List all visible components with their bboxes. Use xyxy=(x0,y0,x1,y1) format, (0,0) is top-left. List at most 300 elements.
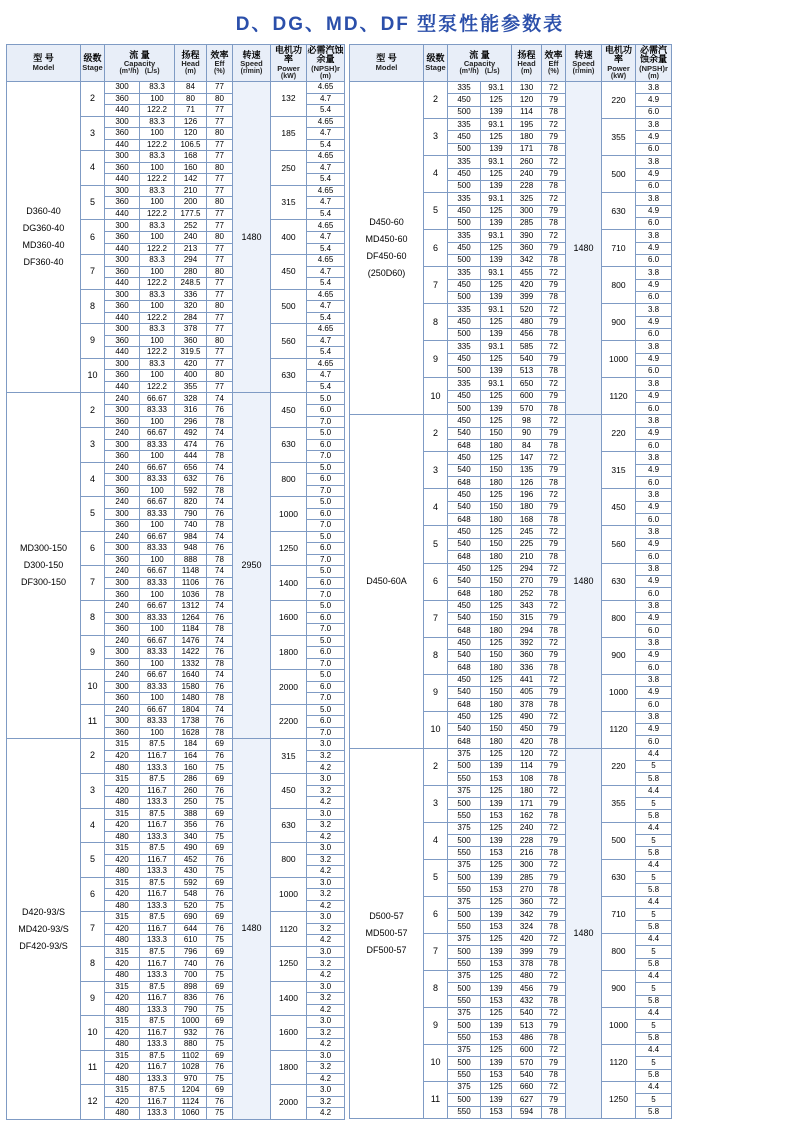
capacity-m3h-cell: 335 xyxy=(448,267,481,279)
head-cell: 400 xyxy=(175,370,207,382)
power-cell: 450 xyxy=(602,489,636,526)
capacity-m3h-cell: 480 xyxy=(105,1039,140,1051)
npsh-cell: 4.4 xyxy=(636,896,672,908)
head-cell: 1060 xyxy=(175,1108,207,1120)
capacity-m3h-cell: 540 xyxy=(448,464,481,476)
capacity-ls-cell: 83.33 xyxy=(140,404,175,416)
npsh-cell: 4.65 xyxy=(307,220,345,232)
model-cell xyxy=(350,82,424,415)
head-cell: 284 xyxy=(175,312,207,324)
col-head: 扬程 Head (m) xyxy=(512,45,542,82)
eff-cell: 77 xyxy=(207,381,233,393)
capacity-ls-cell: 133.3 xyxy=(140,831,175,843)
capacity-m3h-cell: 480 xyxy=(105,1108,140,1120)
head-cell: 474 xyxy=(175,439,207,451)
eff-cell: 72 xyxy=(542,674,566,686)
capacity-ls-cell: 153 xyxy=(481,995,512,1007)
power-cell: 560 xyxy=(271,324,307,359)
eff-cell: 77 xyxy=(207,289,233,301)
capacity-m3h-cell: 440 xyxy=(105,174,140,186)
capacity-m3h-cell: 300 xyxy=(105,681,140,693)
eff-cell: 79 xyxy=(542,168,566,180)
capacity-ls-cell: 83.33 xyxy=(140,508,175,520)
head-cell: 240 xyxy=(512,168,542,180)
npsh-cell: 5.8 xyxy=(636,921,672,933)
head-cell: 120 xyxy=(512,94,542,106)
head-cell: 240 xyxy=(512,822,542,834)
capacity-m3h-cell: 375 xyxy=(448,1007,481,1019)
capacity-m3h-cell: 500 xyxy=(448,872,481,884)
head-cell: 164 xyxy=(175,750,207,762)
eff-cell: 69 xyxy=(207,739,233,751)
npsh-cell: 6.0 xyxy=(636,588,672,600)
capacity-m3h-cell: 315 xyxy=(105,1085,140,1097)
capacity-ls-cell: 83.33 xyxy=(140,543,175,555)
stage-cell: 6 xyxy=(424,563,448,600)
capacity-m3h-cell: 335 xyxy=(448,82,481,94)
power-cell: 630 xyxy=(271,358,307,393)
capacity-ls-cell: 125 xyxy=(481,711,512,723)
power-cell: 355 xyxy=(602,785,636,822)
head-cell: 399 xyxy=(512,946,542,958)
npsh-cell: 7.0 xyxy=(307,727,345,739)
capacity-ls-cell: 83.33 xyxy=(140,681,175,693)
npsh-cell: 5.4 xyxy=(307,347,345,359)
npsh-cell: 4.2 xyxy=(307,831,345,843)
capacity-m3h-cell: 375 xyxy=(448,822,481,834)
eff-cell: 78 xyxy=(542,1106,566,1118)
head-cell: 90 xyxy=(512,427,542,439)
capacity-ls-cell: 180 xyxy=(481,625,512,637)
stage-cell: 10 xyxy=(81,670,105,705)
capacity-ls-cell: 139 xyxy=(481,217,512,229)
npsh-cell: 3.8 xyxy=(636,674,672,686)
npsh-cell: 5 xyxy=(636,983,672,995)
npsh-cell: 4.9 xyxy=(636,168,672,180)
stage-cell: 4 xyxy=(424,822,448,859)
head-cell: 340 xyxy=(175,831,207,843)
capacity-m3h-cell: 540 xyxy=(448,649,481,661)
npsh-cell: 3.8 xyxy=(636,415,672,427)
capacity-ls-cell: 122.2 xyxy=(140,174,175,186)
power-cell: 1120 xyxy=(602,1044,636,1081)
stage-cell: 6 xyxy=(424,230,448,267)
head-cell: 932 xyxy=(175,1027,207,1039)
power-cell: 1400 xyxy=(271,566,307,601)
head-cell: 480 xyxy=(512,970,542,982)
eff-cell: 79 xyxy=(542,835,566,847)
capacity-m3h-cell: 375 xyxy=(448,896,481,908)
capacity-m3h-cell: 648 xyxy=(448,551,481,563)
npsh-cell: 4.65 xyxy=(307,358,345,370)
capacity-m3h-cell: 315 xyxy=(105,843,140,855)
capacity-m3h-cell: 420 xyxy=(105,923,140,935)
head-cell: 168 xyxy=(175,151,207,163)
capacity-m3h-cell: 335 xyxy=(448,341,481,353)
capacity-m3h-cell: 440 xyxy=(105,278,140,290)
eff-cell: 78 xyxy=(542,921,566,933)
npsh-cell: 4.9 xyxy=(636,131,672,143)
eff-cell: 72 xyxy=(542,82,566,94)
capacity-ls-cell: 66.67 xyxy=(140,635,175,647)
eff-cell: 78 xyxy=(542,810,566,822)
head-cell: 1332 xyxy=(175,658,207,670)
speed-cell: 1480 xyxy=(566,748,602,1118)
eff-cell: 76 xyxy=(207,1062,233,1074)
capacity-ls-cell: 66.67 xyxy=(140,704,175,716)
head-cell: 120 xyxy=(512,748,542,760)
capacity-m3h-cell: 360 xyxy=(105,658,140,670)
capacity-ls-cell: 83.33 xyxy=(140,716,175,728)
npsh-cell: 7.0 xyxy=(307,589,345,601)
capacity-m3h-cell: 480 xyxy=(105,970,140,982)
npsh-cell: 3.0 xyxy=(307,773,345,785)
capacity-m3h-cell: 440 xyxy=(105,381,140,393)
capacity-ls-cell: 122.2 xyxy=(140,312,175,324)
npsh-cell: 3.8 xyxy=(636,526,672,538)
capacity-ls-cell: 87.5 xyxy=(140,739,175,751)
eff-cell: 74 xyxy=(207,566,233,578)
speed-cell: 1480 xyxy=(233,82,271,393)
eff-cell: 74 xyxy=(207,601,233,613)
npsh-cell: 5.0 xyxy=(307,635,345,647)
capacity-m3h-cell: 450 xyxy=(448,242,481,254)
npsh-cell: 5.4 xyxy=(307,208,345,220)
capacity-m3h-cell: 360 xyxy=(105,485,140,497)
capacity-ls-cell: 139 xyxy=(481,328,512,340)
eff-cell: 76 xyxy=(207,923,233,935)
head-cell: 520 xyxy=(512,304,542,316)
head-cell: 1148 xyxy=(175,566,207,578)
eff-cell: 77 xyxy=(207,220,233,232)
capacity-m3h-cell: 375 xyxy=(448,1081,481,1093)
capacity-m3h-cell: 375 xyxy=(448,785,481,797)
npsh-cell: 3.8 xyxy=(636,378,672,390)
eff-cell: 72 xyxy=(542,822,566,834)
model-name: DF300-150 xyxy=(20,577,67,588)
capacity-ls-cell: 139 xyxy=(481,180,512,192)
stage-cell: 9 xyxy=(424,1007,448,1044)
capacity-ls-cell: 125 xyxy=(481,1007,512,1019)
stage-cell: 10 xyxy=(81,1016,105,1051)
eff-cell: 79 xyxy=(542,686,566,698)
npsh-cell: 6.0 xyxy=(636,328,672,340)
model-name: DG360-40 xyxy=(22,223,65,234)
capacity-ls-cell: 122.2 xyxy=(140,208,175,220)
head-cell: 600 xyxy=(512,390,542,402)
npsh-cell: 3.0 xyxy=(307,981,345,993)
model-name: D500-57 xyxy=(369,910,404,921)
npsh-cell: 6.0 xyxy=(636,440,672,452)
capacity-m3h-cell: 450 xyxy=(448,279,481,291)
eff-cell: 78 xyxy=(542,625,566,637)
capacity-ls-cell: 125 xyxy=(481,970,512,982)
head-cell: 184 xyxy=(175,739,207,751)
capacity-ls-cell: 139 xyxy=(481,143,512,155)
npsh-cell: 4.2 xyxy=(307,1073,345,1085)
head-cell: 456 xyxy=(512,328,542,340)
capacity-m3h-cell: 240 xyxy=(105,635,140,647)
capacity-ls-cell: 100 xyxy=(140,520,175,532)
capacity-ls-cell: 125 xyxy=(481,933,512,945)
capacity-ls-cell: 139 xyxy=(481,366,512,378)
head-cell: 420 xyxy=(512,933,542,945)
power-cell: 1120 xyxy=(602,378,636,415)
head-cell: 135 xyxy=(512,464,542,476)
npsh-cell: 7.0 xyxy=(307,520,345,532)
capacity-ls-cell: 100 xyxy=(140,416,175,428)
stage-cell: 3 xyxy=(81,116,105,151)
capacity-ls-cell: 66.67 xyxy=(140,566,175,578)
npsh-cell: 4.4 xyxy=(636,970,672,982)
capacity-m3h-cell: 648 xyxy=(448,736,481,748)
npsh-cell: 3.8 xyxy=(636,193,672,205)
capacity-ls-cell: 100 xyxy=(140,370,175,382)
eff-cell: 78 xyxy=(207,520,233,532)
power-cell: 500 xyxy=(271,289,307,324)
power-cell: 800 xyxy=(602,600,636,637)
npsh-cell: 7.0 xyxy=(307,485,345,497)
power-cell: 1600 xyxy=(271,601,307,636)
eff-cell: 78 xyxy=(542,662,566,674)
eff-cell: 72 xyxy=(542,526,566,538)
speed-cell: 1480 xyxy=(233,739,271,1120)
head-cell: 1204 xyxy=(175,1085,207,1097)
npsh-cell: 5 xyxy=(636,798,672,810)
capacity-ls-cell: 100 xyxy=(140,93,175,105)
eff-cell: 79 xyxy=(542,131,566,143)
stage-cell: 2 xyxy=(424,82,448,119)
table-row xyxy=(7,82,345,94)
capacity-ls-cell: 125 xyxy=(481,279,512,291)
npsh-cell: 4.2 xyxy=(307,935,345,947)
eff-cell: 80 xyxy=(207,266,233,278)
model-name: DF500-57 xyxy=(366,944,407,955)
capacity-ls-cell: 87.5 xyxy=(140,1050,175,1062)
eff-cell: 79 xyxy=(542,390,566,402)
speed-cell: 1480 xyxy=(566,82,602,415)
capacity-m3h-cell: 300 xyxy=(105,324,140,336)
eff-cell: 75 xyxy=(207,762,233,774)
eff-cell: 76 xyxy=(207,404,233,416)
eff-cell: 77 xyxy=(207,208,233,220)
model-name: MD450-60 xyxy=(365,234,408,245)
power-cell: 355 xyxy=(602,119,636,156)
stage-cell: 9 xyxy=(81,635,105,670)
head-cell: 1312 xyxy=(175,601,207,613)
capacity-ls-cell: 139 xyxy=(481,835,512,847)
eff-cell: 80 xyxy=(207,301,233,313)
eff-cell: 72 xyxy=(542,711,566,723)
col-speed: 转速 Speed (r/min) xyxy=(566,45,602,82)
npsh-cell: 4.2 xyxy=(307,970,345,982)
npsh-cell: 7.0 xyxy=(307,416,345,428)
capacity-ls-cell: 100 xyxy=(140,658,175,670)
capacity-m3h-cell: 500 xyxy=(448,143,481,155)
capacity-m3h-cell: 450 xyxy=(448,168,481,180)
head-cell: 790 xyxy=(175,508,207,520)
capacity-ls-cell: 122.2 xyxy=(140,105,175,117)
capacity-m3h-cell: 480 xyxy=(105,831,140,843)
eff-cell: 77 xyxy=(207,255,233,267)
eff-cell: 78 xyxy=(542,958,566,970)
capacity-m3h-cell: 450 xyxy=(448,415,481,427)
npsh-cell: 4.9 xyxy=(636,427,672,439)
head-cell: 513 xyxy=(512,1020,542,1032)
npsh-cell: 6.0 xyxy=(636,736,672,748)
capacity-ls-cell: 133.3 xyxy=(140,866,175,878)
capacity-m3h-cell: 300 xyxy=(105,185,140,197)
capacity-m3h-cell: 450 xyxy=(448,563,481,575)
stage-cell: 2 xyxy=(81,739,105,774)
head-cell: 168 xyxy=(512,514,542,526)
eff-cell: 75 xyxy=(207,1073,233,1085)
capacity-ls-cell: 180 xyxy=(481,736,512,748)
capacity-m3h-cell: 480 xyxy=(105,935,140,947)
capacity-m3h-cell: 375 xyxy=(448,748,481,760)
capacity-ls-cell: 153 xyxy=(481,958,512,970)
stage-cell: 4 xyxy=(81,808,105,843)
eff-cell: 74 xyxy=(207,462,233,474)
capacity-m3h-cell: 315 xyxy=(105,877,140,889)
capacity-ls-cell: 87.5 xyxy=(140,773,175,785)
capacity-m3h-cell: 360 xyxy=(105,266,140,278)
eff-cell: 78 xyxy=(207,658,233,670)
eff-cell: 76 xyxy=(207,1027,233,1039)
capacity-ls-cell: 66.67 xyxy=(140,428,175,440)
col-model: 型 号 Model xyxy=(350,45,424,82)
capacity-m3h-cell: 648 xyxy=(448,625,481,637)
capacity-m3h-cell: 240 xyxy=(105,704,140,716)
capacity-m3h-cell: 315 xyxy=(105,739,140,751)
npsh-cell: 3.8 xyxy=(636,156,672,168)
head-cell: 1000 xyxy=(175,1016,207,1028)
power-cell: 450 xyxy=(271,393,307,428)
capacity-m3h-cell: 420 xyxy=(105,785,140,797)
npsh-cell: 7.0 xyxy=(307,451,345,463)
head-cell: 316 xyxy=(175,404,207,416)
capacity-ls-cell: 122.2 xyxy=(140,347,175,359)
eff-cell: 76 xyxy=(207,1096,233,1108)
npsh-cell: 6.0 xyxy=(636,106,672,118)
capacity-m3h-cell: 480 xyxy=(105,797,140,809)
stage-cell: 7 xyxy=(81,912,105,947)
npsh-cell: 3.2 xyxy=(307,854,345,866)
capacity-ls-cell: 83.3 xyxy=(140,220,175,232)
capacity-ls-cell: 83.3 xyxy=(140,82,175,94)
capacity-m3h-cell: 360 xyxy=(105,589,140,601)
capacity-m3h-cell: 300 xyxy=(105,716,140,728)
head-cell: 420 xyxy=(512,736,542,748)
npsh-cell: 4.65 xyxy=(307,185,345,197)
eff-cell: 78 xyxy=(542,736,566,748)
stage-cell: 8 xyxy=(81,289,105,324)
power-cell: 2000 xyxy=(271,1085,307,1120)
capacity-m3h-cell: 648 xyxy=(448,514,481,526)
eff-cell: 76 xyxy=(207,681,233,693)
eff-cell: 78 xyxy=(207,485,233,497)
stage-cell: 4 xyxy=(81,462,105,497)
capacity-m3h-cell: 420 xyxy=(105,958,140,970)
capacity-m3h-cell: 335 xyxy=(448,304,481,316)
head-cell: 360 xyxy=(512,896,542,908)
capacity-m3h-cell: 540 xyxy=(448,538,481,550)
eff-cell: 78 xyxy=(542,143,566,155)
capacity-ls-cell: 116.7 xyxy=(140,1062,175,1074)
npsh-cell: 5.8 xyxy=(636,847,672,859)
npsh-cell: 4.2 xyxy=(307,900,345,912)
capacity-ls-cell: 83.3 xyxy=(140,116,175,128)
stage-cell: 8 xyxy=(424,637,448,674)
eff-cell: 77 xyxy=(207,174,233,186)
npsh-cell: 4.7 xyxy=(307,266,345,278)
capacity-m3h-cell: 550 xyxy=(448,847,481,859)
npsh-cell: 6.0 xyxy=(307,716,345,728)
capacity-m3h-cell: 300 xyxy=(105,220,140,232)
head-cell: 147 xyxy=(512,452,542,464)
capacity-ls-cell: 122.2 xyxy=(140,139,175,151)
capacity-m3h-cell: 335 xyxy=(448,378,481,390)
stage-cell: 5 xyxy=(424,859,448,896)
stage-cell: 9 xyxy=(81,324,105,359)
npsh-cell: 4.9 xyxy=(636,649,672,661)
capacity-ls-cell: 100 xyxy=(140,485,175,497)
capacity-ls-cell: 93.1 xyxy=(481,119,512,131)
head-cell: 644 xyxy=(175,923,207,935)
power-cell: 800 xyxy=(271,843,307,878)
capacity-ls-cell: 150 xyxy=(481,501,512,513)
eff-cell: 77 xyxy=(207,324,233,336)
capacity-m3h-cell: 335 xyxy=(448,193,481,205)
npsh-cell: 4.4 xyxy=(636,1007,672,1019)
model-cell xyxy=(7,393,81,739)
capacity-m3h-cell: 300 xyxy=(105,82,140,94)
capacity-ls-cell: 180 xyxy=(481,477,512,489)
head-cell: 450 xyxy=(512,723,542,735)
head-cell: 130 xyxy=(512,82,542,94)
eff-cell: 79 xyxy=(542,761,566,773)
eff-cell: 75 xyxy=(207,1004,233,1016)
capacity-m3h-cell: 500 xyxy=(448,909,481,921)
capacity-m3h-cell: 360 xyxy=(105,93,140,105)
capacity-m3h-cell: 315 xyxy=(105,1016,140,1028)
right-table xyxy=(349,44,672,1119)
head-cell: 342 xyxy=(512,909,542,921)
eff-cell: 76 xyxy=(207,577,233,589)
capacity-ls-cell: 139 xyxy=(481,761,512,773)
power-cell: 1000 xyxy=(602,1007,636,1044)
capacity-ls-cell: 125 xyxy=(481,489,512,501)
eff-cell: 78 xyxy=(542,995,566,1007)
npsh-cell: 5 xyxy=(636,1094,672,1106)
power-cell: 1000 xyxy=(271,497,307,532)
head-cell: 880 xyxy=(175,1039,207,1051)
head-cell: 399 xyxy=(512,291,542,303)
capacity-m3h-cell: 440 xyxy=(105,208,140,220)
eff-cell: 79 xyxy=(542,501,566,513)
power-cell: 1120 xyxy=(602,711,636,748)
head-cell: 294 xyxy=(512,625,542,637)
capacity-ls-cell: 100 xyxy=(140,727,175,739)
capacity-m3h-cell: 500 xyxy=(448,761,481,773)
power-cell: 1800 xyxy=(271,635,307,670)
capacity-m3h-cell: 300 xyxy=(105,612,140,624)
npsh-cell: 4.2 xyxy=(307,1108,345,1120)
eff-cell: 72 xyxy=(542,267,566,279)
table-row xyxy=(7,739,345,751)
npsh-cell: 6.0 xyxy=(636,217,672,229)
head-cell: 84 xyxy=(512,440,542,452)
